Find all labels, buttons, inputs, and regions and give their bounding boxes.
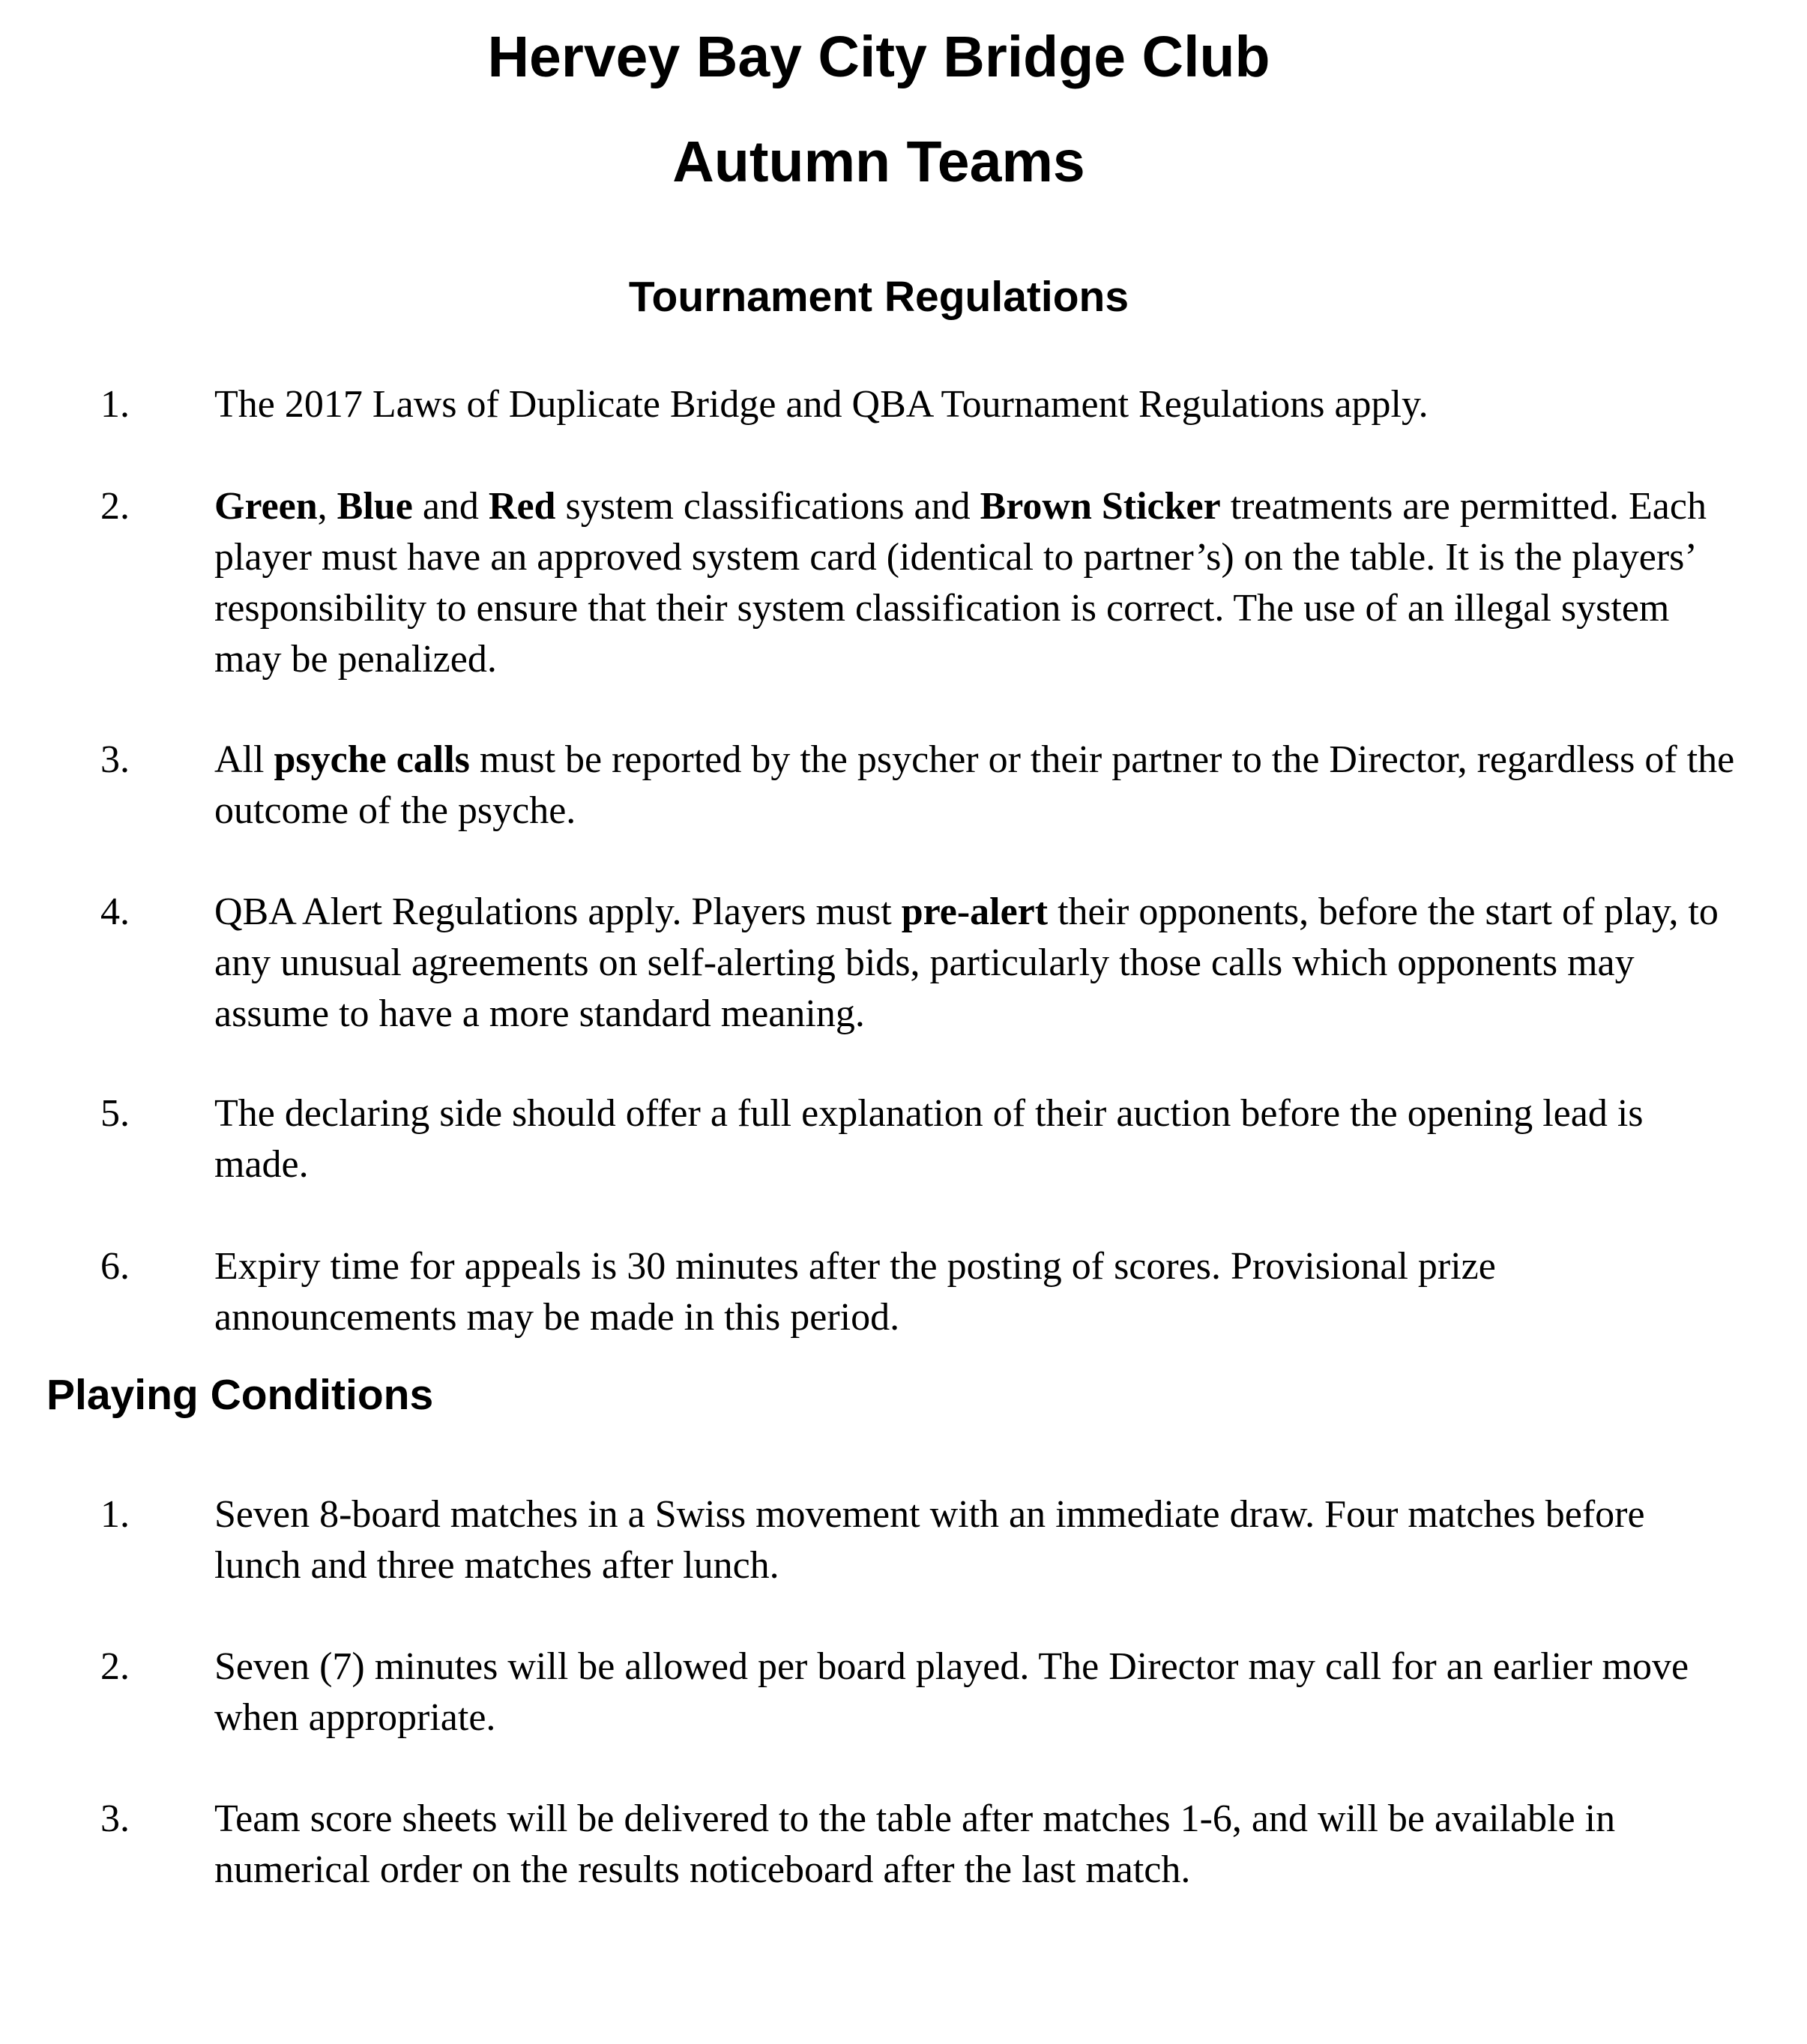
document-title: Hervey Bay City Bridge Club — [487, 25, 1270, 89]
item-number: 4. — [100, 890, 130, 933]
item-text: Seven 8-board matches in a Swiss movement with an immediate draw. Four matches before lunch and three matches after lunch. — [214, 1493, 1645, 1587]
emphasis-blue: Blue — [337, 485, 413, 528]
item-text: The 2017 Laws of Duplicate Bridge and QBA Tournament Regulations apply. — [214, 383, 1429, 426]
item-number: 3. — [100, 738, 130, 781]
emphasis-red: Red — [488, 485, 556, 528]
section-heading-playing-conditions: Playing Conditions — [46, 1371, 434, 1419]
item-number: 3. — [100, 1797, 130, 1840]
document-subtitle: Autumn Teams — [672, 130, 1085, 194]
item-text: All psyche calls must be reported by the psycher or their partner to the Director, regardless of the outcome of the psyche. — [214, 738, 1735, 832]
item-number: 2. — [100, 1645, 130, 1688]
item-text: Team score sheets will be delivered to the table after matches 1-6, and will be available in numerical order on the results noticeboard after the last match. — [214, 1797, 1616, 1891]
item-number: 5. — [100, 1092, 130, 1135]
item-text: Green, Blue and Red system classifications and Brown Sticker treatments are permitted. Each player must have an approved system card (identical to partner’s) on the table. It is the players’ responsibility to ensure that their system classification is correct. The use of an illegal system may be penalized. — [214, 485, 1707, 681]
item-text: Seven (7) minutes will be allowed per board played. The Director may call for an earlier move when appropriate. — [214, 1645, 1689, 1739]
item-number: 1. — [100, 383, 130, 426]
item-number: 1. — [100, 1493, 130, 1536]
emphasis-psyche-calls: psyche calls — [274, 738, 470, 781]
emphasis-green: Green — [214, 485, 318, 528]
item-text: Expiry time for appeals is 30 minutes after the posting of scores. Provisional prize announcements may be made in this period. — [214, 1245, 1496, 1339]
emphasis-pre-alert: pre-alert — [901, 890, 1049, 933]
item-number: 2. — [100, 485, 130, 528]
item-text: QBA Alert Regulations apply. Players must pre-alert their opponents, before the start of play, to any unusual agreements on self-alerting bids, particularly those calls which opponents may assume to have a more standard meaning. — [214, 890, 1719, 1035]
section-heading-tournament-regulations: Tournament Regulations — [628, 273, 1129, 321]
item-number: 6. — [100, 1245, 130, 1288]
item-text: The declaring side should offer a full explanation of their auction before the opening lead is made. — [214, 1092, 1644, 1186]
emphasis-brown-sticker: Brown Sticker — [980, 485, 1221, 528]
